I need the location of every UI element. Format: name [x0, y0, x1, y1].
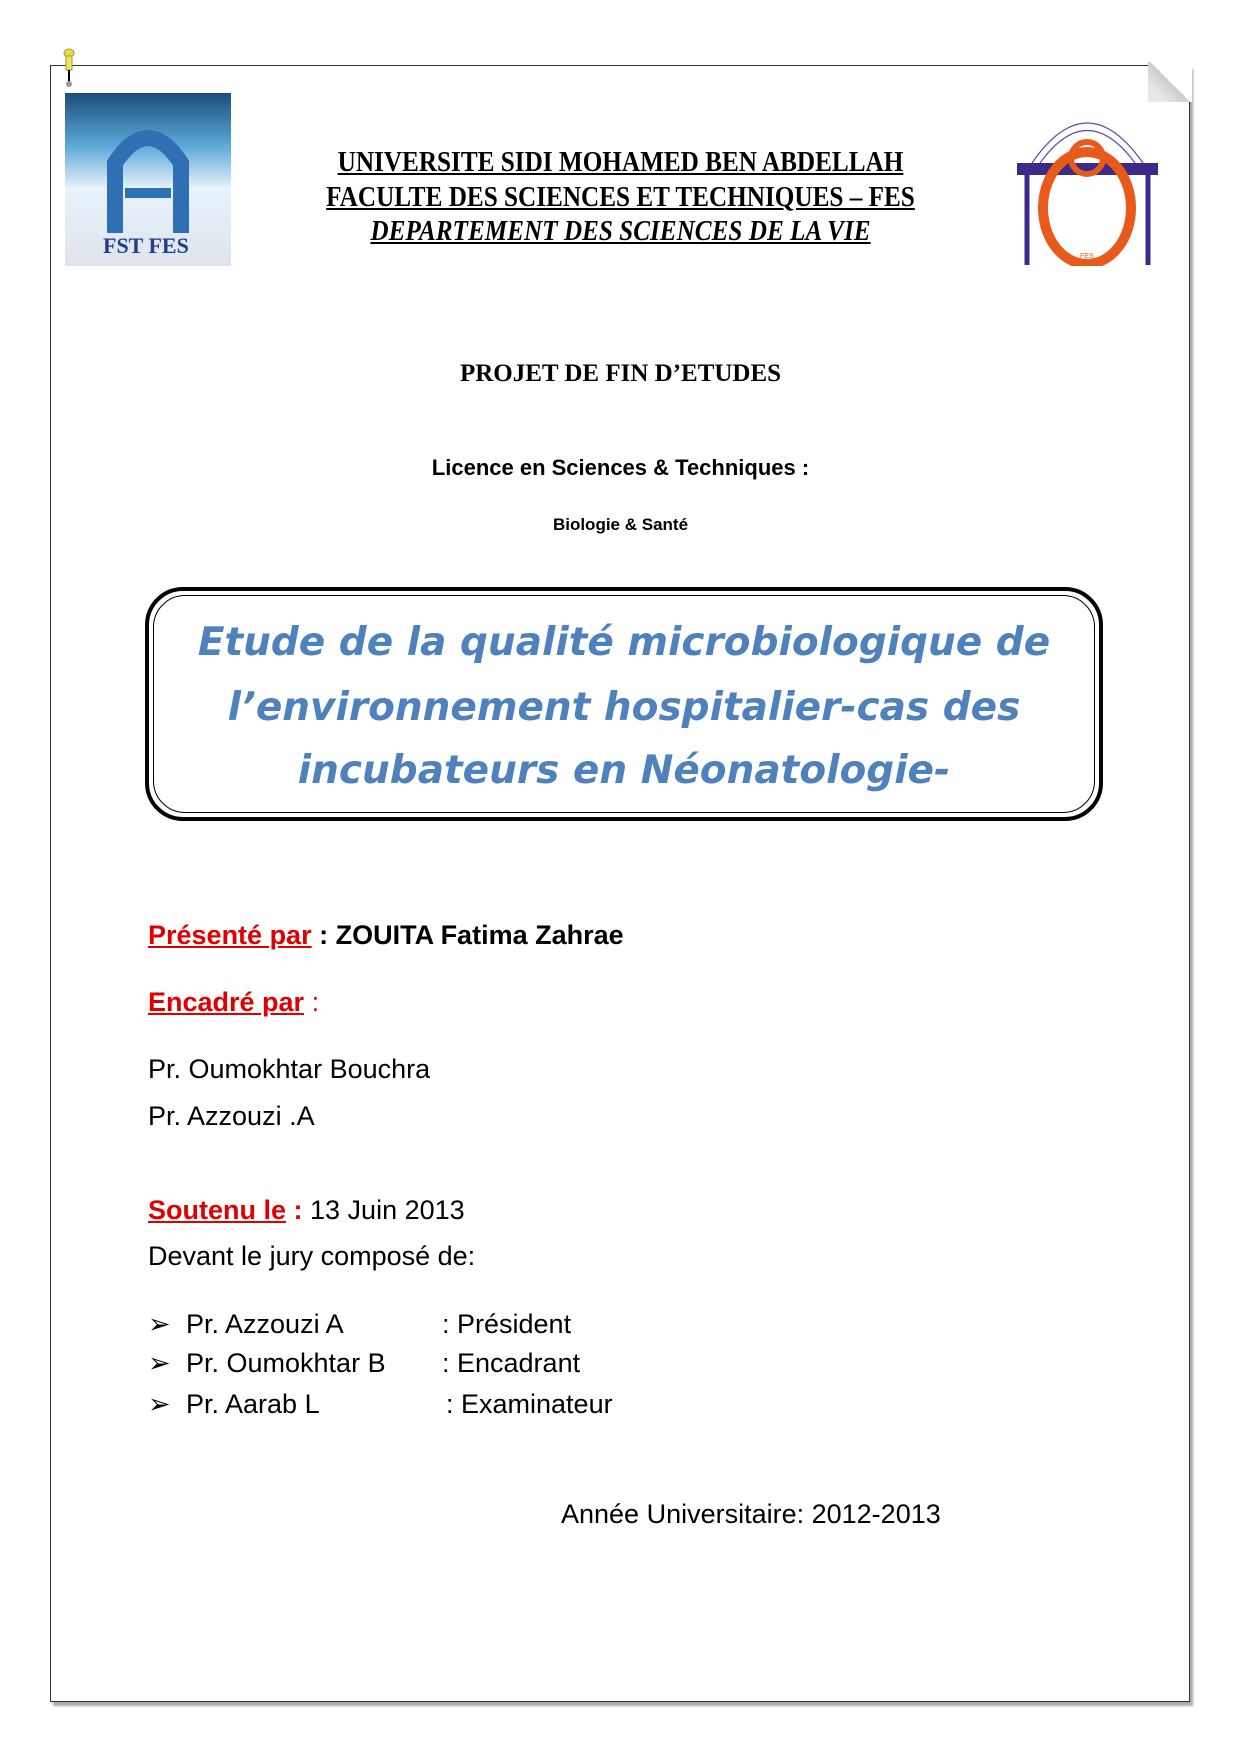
supervisor-2: Pr. Azzouzi .A [148, 1101, 315, 1131]
faculty-name: FACULTE DES SCIENCES ET TECHNIQUES – FES [326, 182, 915, 213]
page-frame [50, 65, 1190, 1702]
pushpin-icon [62, 48, 76, 88]
thesis-title-line-1: Etude de la qualité microbiologique de [197, 620, 1051, 665]
arrow-bullet-icon: ➢ [148, 1309, 171, 1339]
supervised-label: Encadré par [148, 987, 305, 1017]
project-heading: PROJET DE FIN D’ETUDES [459, 360, 782, 387]
jury-item: ➢ Pr. Aarab L : Examinateur [148, 1389, 613, 1419]
academic-year: Année Universitaire: 2012-2013 [561, 1499, 941, 1529]
speciality: Biologie & Santé [552, 515, 689, 534]
licence-heading: Licence en Sciences & Techniques : [431, 455, 810, 480]
usmba-logo: FES [1012, 93, 1163, 266]
supervisor-1: Pr. Oumokhtar Bouchra [148, 1054, 431, 1084]
jury-item: ➢ Pr. Azzouzi A : Président [148, 1309, 572, 1339]
fst-fes-logo: FST FES [65, 93, 231, 266]
arrow-bullet-icon: ➢ [148, 1389, 171, 1419]
presenter-name: : ZOUITA Fatima Zahrae [311, 920, 624, 950]
jury-item: ➢ Pr. Oumokhtar B : Encadrant [148, 1348, 581, 1378]
presented-label: Présenté par [148, 920, 312, 950]
arrow-bullet-icon: ➢ [148, 1348, 171, 1378]
supervised-by: Encadré par : [148, 987, 320, 1017]
university-name: UNIVERSITE SIDI MOHAMED BEN ABDELLAH [337, 147, 904, 178]
jury-intro: Devant le jury composé de: [148, 1241, 476, 1271]
thesis-title-line-2: l’environnement hospitalier-cas des [227, 685, 1021, 730]
thesis-title-line-3: incubateurs en Néonatologie- [297, 748, 951, 793]
department-name: DEPARTEMENT DES SCIENCES DE LA VIE [370, 216, 871, 247]
presented-by [148, 920, 624, 951]
defense-date: Soutenu le : 13 Juin 2013 [148, 1195, 465, 1225]
defended-label: Soutenu le [148, 1195, 287, 1225]
